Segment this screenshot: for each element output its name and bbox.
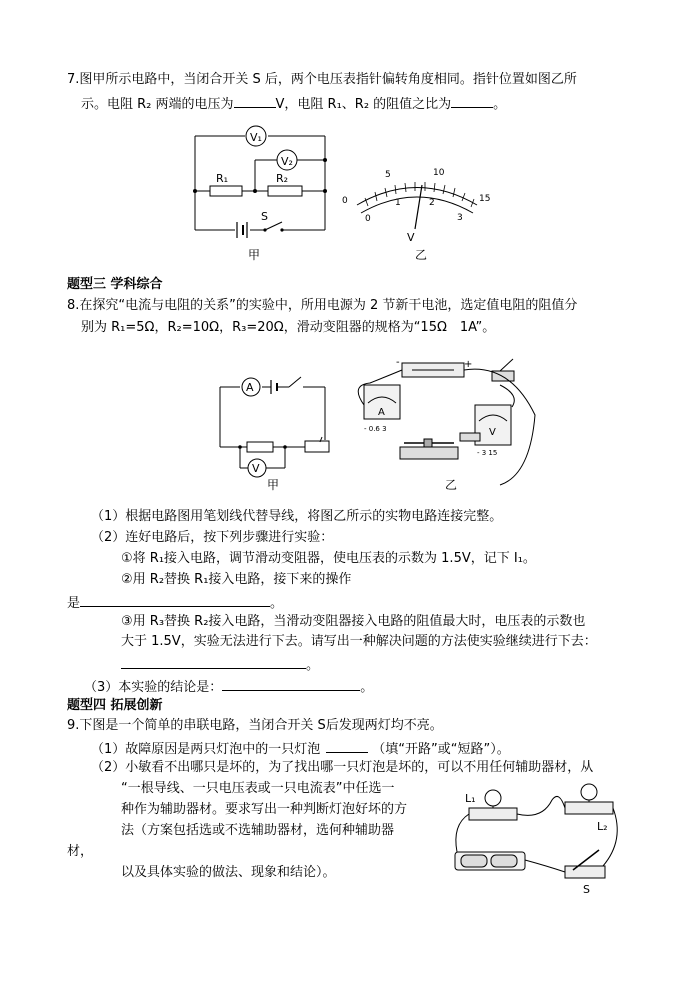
q9-switch-label: S bbox=[583, 883, 590, 896]
q9-step2-line5: 材， bbox=[67, 844, 94, 859]
q7-v2-label: V₂ bbox=[281, 155, 293, 168]
q9-step2-line4: 法（方案包括选或不选辅助器材，选何种辅助器 bbox=[121, 823, 395, 838]
q9-step1-text-b: （填“开路”或“短路”）。 bbox=[372, 742, 510, 757]
q7-dial-outer-10: 10 bbox=[433, 168, 445, 178]
q9-step1 bbox=[91, 738, 510, 759]
q7-s-label: S bbox=[261, 210, 268, 223]
q7-dial-inner-3: 3 bbox=[457, 213, 463, 223]
q8-step2b: ②用 R₂替换 R₁接入电路，接下来的操作 bbox=[121, 572, 352, 587]
q7-caption-yi: 乙 bbox=[415, 248, 428, 262]
q9-blank-fault[interactable] bbox=[326, 738, 368, 753]
q9-step2-line6: 以及具体实验的做法、现象和结论）。 bbox=[121, 865, 336, 880]
q8-line1: 8.在探究“电流与电阻的关系”的实验中，所用电源为 2 节新干电池，选定值电阻的阻值分 bbox=[67, 298, 578, 313]
q7-line2 bbox=[81, 93, 506, 114]
q8-ammeter-dial-label: A bbox=[378, 407, 385, 418]
q8-step2c-line1: ③用 R₃替换 R₂接入电路，当滑动变阻器接入电路的阻值最大时，电压表的示数也 bbox=[121, 614, 586, 629]
q8-step2: （2）连好电路后，按下列步骤进行实验： bbox=[91, 530, 334, 545]
q7-blank-ratio[interactable] bbox=[451, 93, 493, 108]
q7-circuit-diagram bbox=[190, 118, 340, 266]
q8-blank-conclusion[interactable] bbox=[222, 676, 360, 691]
q8-step2b-end: 。 bbox=[270, 596, 284, 611]
q7-line2-text-b: V，电阻 R₁、R₂ 的阻值之比为 bbox=[275, 97, 452, 112]
q7-line2-text-c: 。 bbox=[493, 97, 507, 112]
q7-caption-jia: 甲 bbox=[248, 248, 261, 262]
q7-dial-outer-0: 0 bbox=[342, 196, 348, 206]
q8-step1: （1）根据电路图用笔划线代替导线，将图乙所示的实物电路连接完整。 bbox=[91, 509, 503, 524]
q7-dial-outer-5: 5 bbox=[385, 170, 391, 180]
q9-step2-line1: （2）小敏看不出哪只是坏的，为了找出哪一只灯泡是坏的，可以不用任何辅助器材，从 bbox=[91, 760, 594, 775]
q8-step2c-end: 。 bbox=[306, 658, 320, 673]
q8-step2b-is: 是 bbox=[67, 596, 81, 611]
q9-series-circuit-figure bbox=[447, 780, 627, 900]
q8-voltmeter-label: V bbox=[252, 462, 260, 475]
q9-l2-label: L₂ bbox=[597, 820, 608, 833]
q9-l1-label: L₁ bbox=[465, 792, 476, 805]
q8-step2c-line2: 大于 1.5V，实验无法进行下去。请写出一种解决问题的方法使实验继续进行下去： bbox=[121, 634, 597, 649]
q8-circuit-diagram bbox=[205, 365, 335, 495]
q8-step2c-answer-line bbox=[121, 654, 319, 675]
q8-voltmeter-dial-label: V bbox=[489, 427, 496, 438]
section4-heading: 题型四 拓展创新 bbox=[67, 698, 163, 713]
q8-step3-end: 。 bbox=[360, 680, 374, 695]
q7-r2-label: R₂ bbox=[276, 172, 289, 185]
q9-step2-line2: “一根导线、一只电压表或一只电流表”中任选一 bbox=[121, 781, 395, 796]
q7-blank-voltage[interactable] bbox=[234, 93, 276, 108]
q7-dial-inner-0: 0 bbox=[365, 214, 371, 224]
q8-battery-minus: - bbox=[396, 357, 400, 368]
q7-v1-label: V₁ bbox=[250, 131, 262, 144]
q8-apparatus-figure bbox=[350, 355, 540, 495]
q7-r1-label: R₁ bbox=[216, 172, 229, 185]
q8-ammeter-terminals: - 0.6 3 bbox=[364, 425, 387, 433]
q8-caption-jia: 甲 bbox=[267, 478, 280, 492]
q8-step3 bbox=[84, 676, 373, 697]
q7-dial-v-label: V bbox=[407, 231, 415, 244]
q8-blank-solution[interactable] bbox=[121, 654, 306, 669]
q7-voltmeter-dial bbox=[337, 165, 497, 265]
q8-voltmeter-terminals: - 3 15 bbox=[477, 449, 498, 457]
q8-step2b-answer-line bbox=[67, 592, 283, 613]
q9-step1-text-a: （1）故障原因是两只灯泡中的一只灯泡 bbox=[91, 742, 321, 757]
q8-step2a: ①将 R₁接入电路，调节滑动变阻器，使电压表的示数为 1.5V，记下 I₁。 bbox=[121, 551, 536, 566]
q7-dial-inner-1: 1 bbox=[395, 198, 401, 208]
q9-line1: 9.下图是一个简单的串联电路，当闭合开关 S后发现两灯均不亮。 bbox=[67, 718, 443, 733]
q8-step3-text: （3）本实验的结论是： bbox=[84, 680, 223, 695]
q7-dial-outer-15: 15 bbox=[479, 194, 491, 204]
q8-line2: 别为 R₁=5Ω，R₂=10Ω，R₃=20Ω，滑动变阻器的规格为“15Ω 1A”。 bbox=[81, 320, 496, 335]
q9-step2-line3: 种作为辅助器材。要求写出一种判断灯泡好坏的方 bbox=[121, 802, 408, 817]
q7-line2-text-a: 示。电阻 R₂ 两端的电压为 bbox=[81, 97, 234, 112]
q7-dial-inner-2: 2 bbox=[429, 198, 435, 208]
q7-line1: 7.图甲所示电路中，当闭合开关 S 后，两个电压表指针偏转角度相同。指针位置如图乙所 bbox=[67, 72, 577, 87]
q8-battery-plus: + bbox=[464, 359, 473, 370]
q8-ammeter-label: A bbox=[246, 381, 254, 394]
q8-caption-yi: 乙 bbox=[445, 478, 458, 492]
q8-blank-operation[interactable] bbox=[80, 592, 270, 607]
section3-heading: 题型三 学科综合 bbox=[67, 277, 163, 292]
